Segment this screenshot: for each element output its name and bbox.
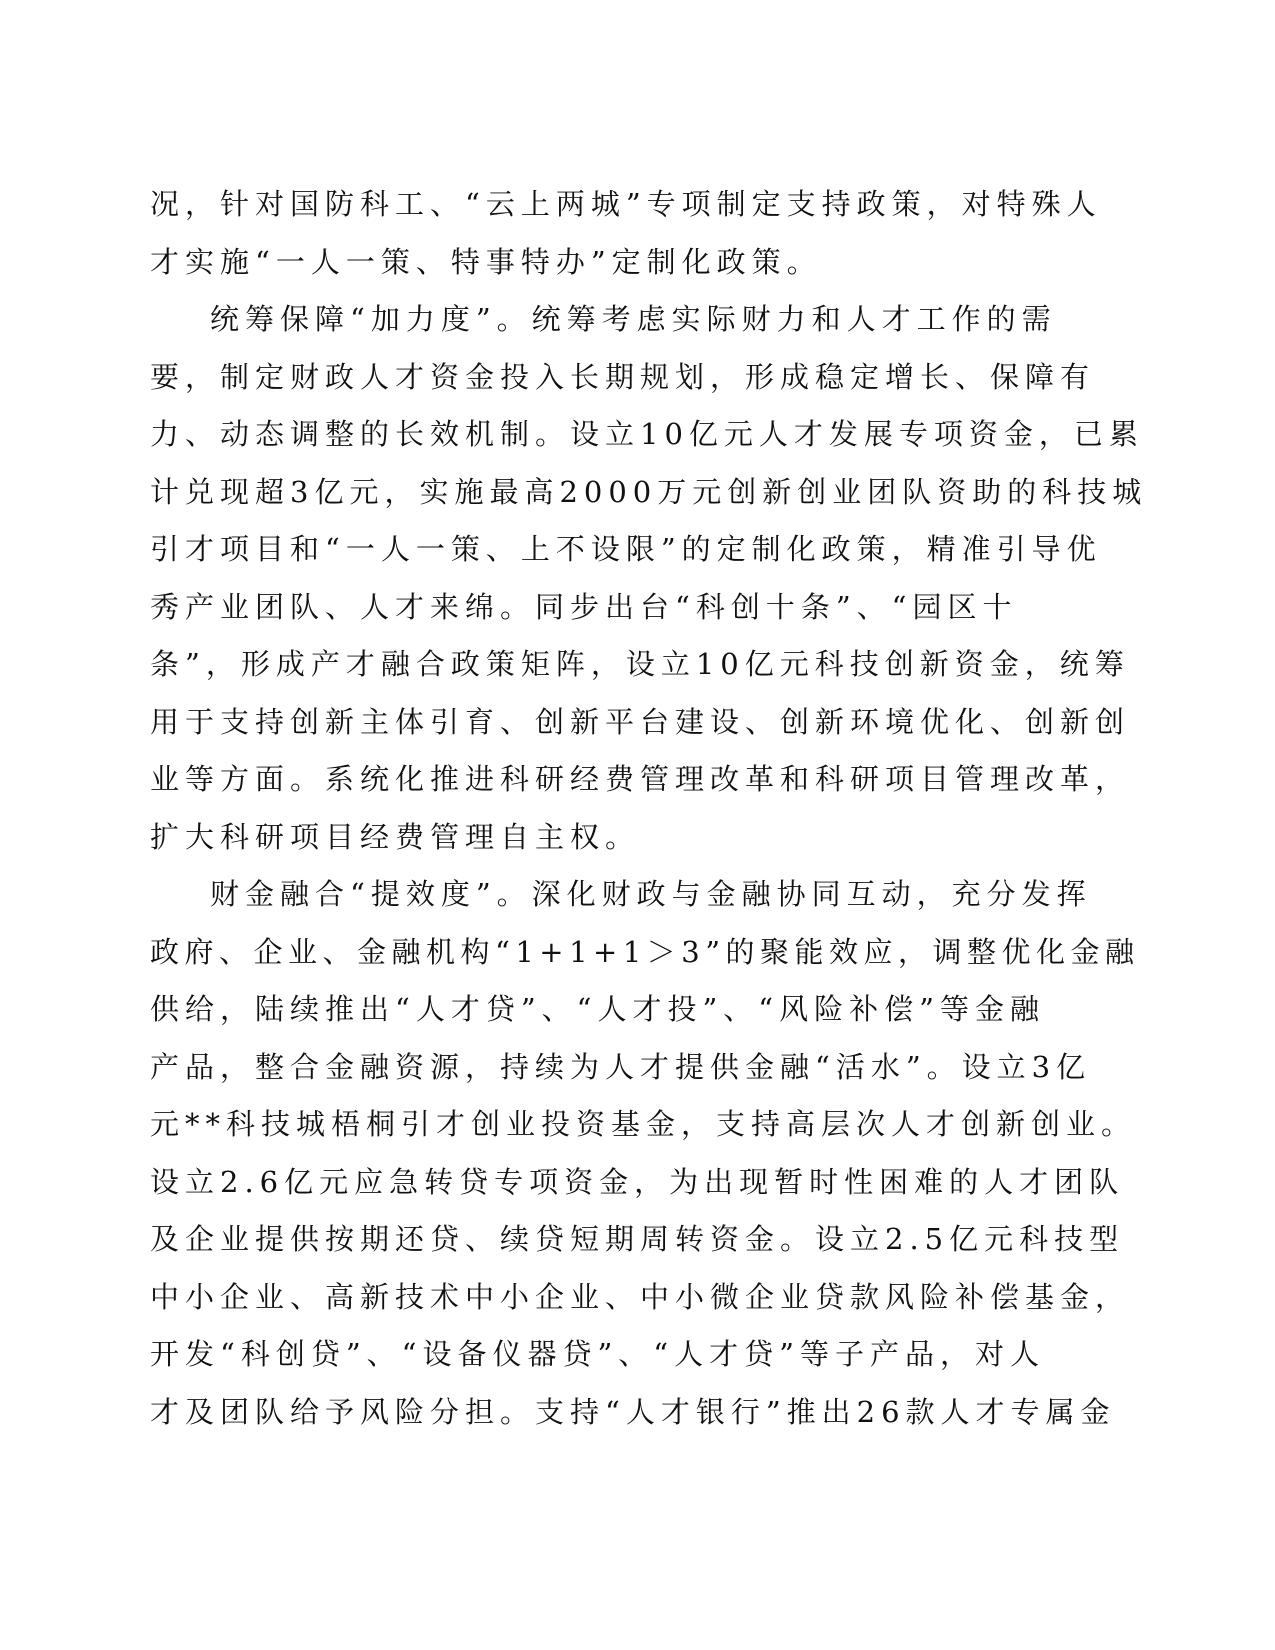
text-line: 产品，整合金融资源，持续为人才提供金融“活水”。设立3亿 xyxy=(150,1049,1092,1084)
text-line: 条”，形成产才融合政策矩阵，设立10亿元科技创新资金，统筹 xyxy=(150,647,1130,681)
body-text xyxy=(150,176,1150,1441)
text-line: 元**科技城梧桐引才创业投资基金，支持高层次人才创新创业。 xyxy=(150,1107,1137,1141)
text-line: 引才项目和“一人一策、上不设限”的定制化政策，精准引导优 xyxy=(150,532,1102,566)
text-line: 业等方面。系统化推进科研经费管理改革和科研项目管理改革， xyxy=(150,762,1131,796)
text-line: 开发“科创贷”、“设备仪器贷”、“人才贷”等子产品，对人 xyxy=(150,1337,1045,1371)
text-line: 设立2.6亿元应急转贷专项资金，为出现暂时性困难的人才团队 xyxy=(150,1164,1125,1199)
text-line: 况，针对国防科工、“云上两城”专项制定支持政策，对特殊人 xyxy=(150,187,1102,221)
paragraph-heading-line: 财金融合“提效度”。深化财政与金融协同互动，充分发挥 xyxy=(210,877,1092,911)
paragraph-heading-line: 统筹保障“加力度”。统筹考虑实际财力和人才工作的需 xyxy=(210,302,1057,336)
text-line: 秀产业团队、人才来绵。同步出台“科创十条”、“园区十 xyxy=(150,589,1018,624)
text-line: 才实施“一人一策、特事特办”定制化政策。 xyxy=(150,244,822,279)
text-line: 要，制定财政人才资金投入长期规划，形成稳定增长、保障有 xyxy=(150,359,1096,394)
text-line: 政府、企业、金融机构“1+1+1＞3”的聚能效应，调整优化金融 xyxy=(150,934,1140,969)
text-line: 供给，陆续推出“人才贷”、“人才投”、“风险补偿”等金融 xyxy=(150,992,1045,1026)
text-line: 力、动态调整的长效机制。设立10亿元人才发展专项资金，已累 xyxy=(150,417,1144,451)
text-line: 扩大科研项目经费管理自主权。 xyxy=(150,819,641,854)
text-line: 及企业提供按期还贷、续贷短期周转资金。设立2.5亿元科技型 xyxy=(150,1222,1125,1256)
text-line: 中小企业、高新技术中小企业、中小微企业贷款风险补偿基金， xyxy=(150,1279,1131,1314)
text-line: 才及团队给予风险分担。支持“人才银行”推出26款人才专属金 xyxy=(150,1394,1116,1429)
text-line: 计兑现超3亿元，实施最高2000万元创新创业团队资助的科技城 xyxy=(150,474,1148,509)
text-line: 用于支持创新主体引育、创新平台建设、创新环境优化、创新创 xyxy=(150,704,1131,739)
